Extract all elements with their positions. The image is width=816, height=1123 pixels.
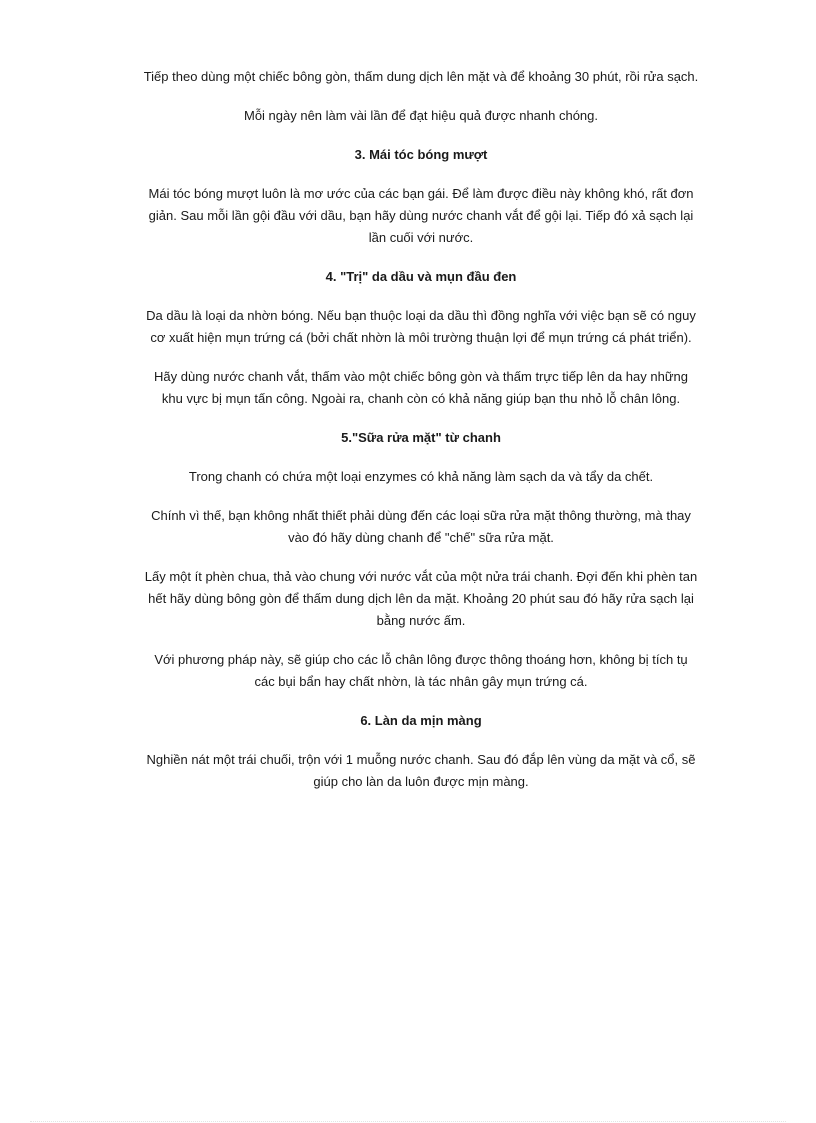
paragraph: Da dầu là loại da nhờn bóng. Nếu bạn thuộc loại da dầu thì đồng nghĩa với việc bạn sẽ có nguy cơ xuất hiện mụn trứng cá (bởi chất nhờn là môi trường thuận lợi để mụn trứng cá phát triển). (146, 308, 696, 345)
paragraph: Với phương pháp này, sẽ giúp cho các lỗ chân lông được thông thoáng hơn, không bị tích tụ các bụi bẩn hay chất nhờn, là tác nhân gây mụn trứng cá. (154, 652, 688, 689)
paragraph: Mái tóc bóng mượt luôn là mơ ước của các bạn gái. Để làm được điều này không khó, rất đơn giản. Sau mỗi lần gội đầu với dầu, bạn hãy dùng nước chanh vắt để gội lại. Tiếp đó xả sạch lại lần cuối với nước. (148, 186, 694, 245)
section-heading-6: 6. Làn da mịn màng (360, 713, 482, 728)
paragraph: Trong chanh có chứa một loại enzymes có khả năng làm sạch da và tẩy da chết. (188, 469, 654, 484)
section-heading-5: 5."Sữa rửa mặt" từ chanh (341, 430, 501, 445)
document-body (143, 66, 699, 810)
section-heading-3: 3. Mái tóc bóng mượt (354, 147, 488, 162)
paragraph: Lấy một ít phèn chua, thả vào chung với nước vắt của một nửa trái chanh. Đợi đến khi phèn tan hết hãy dùng bông gòn để thấm dung dịch lên da mặt. Khoảng 20 phút sau đó hãy rửa sạch lại bằng nước ấm. (144, 569, 698, 628)
paragraph: Hãy dùng nước chanh vắt, thấm vào một chiếc bông gòn và thấm trực tiếp lên da hay những khu vực bị mụn tấn công. Ngoài ra, chanh còn có khả năng giúp bạn thu nhỏ lỗ chân lông. (154, 369, 688, 406)
paragraph: Mỗi ngày nên làm vài lần để đạt hiệu quả được nhanh chóng. (243, 108, 599, 123)
page-bottom-divider (30, 1121, 786, 1122)
paragraph: Tiếp theo dùng một chiếc bông gòn, thấm dung dịch lên mặt và để khoảng 30 phút, rồi rửa sạch. (143, 69, 699, 84)
section-heading-4: 4. "Trị" da dầu và mụn đầu đen (325, 269, 517, 284)
paragraph: Chính vì thế, bạn không nhất thiết phải dùng đến các loại sữa rửa mặt thông thường, mà thay vào đó hãy dùng chanh để "chế" sữa rửa mặt. (151, 508, 691, 545)
paragraph: Nghiền nát một trái chuối, trộn với 1 muỗng nước chanh. Sau đó đắp lên vùng da mặt và cổ, sẽ giúp cho làn da luôn được mịn màng. (146, 752, 696, 789)
